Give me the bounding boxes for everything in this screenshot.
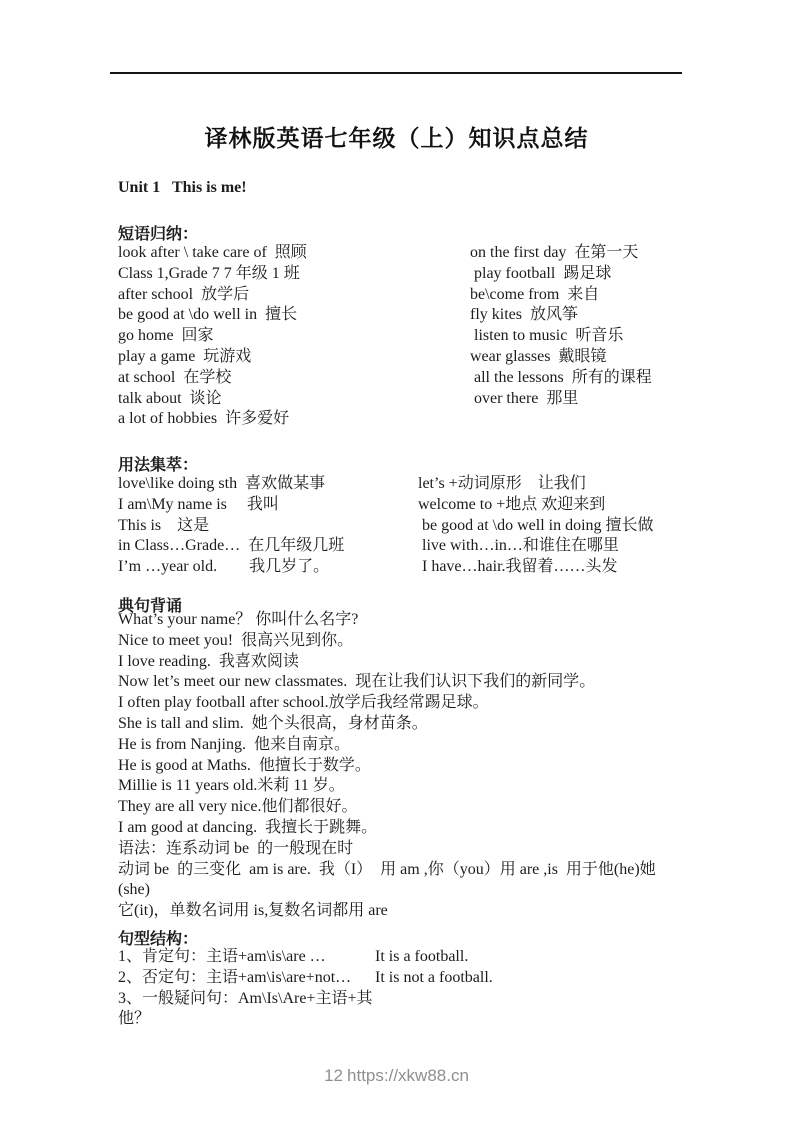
- patterns-list: [118, 947, 683, 1030]
- phrases-heading: 短语归纳：: [118, 226, 199, 243]
- usage-left: in Class…Grade… 在几年级几班: [118, 537, 345, 555]
- usage-left: I am\My name is 我叫: [118, 495, 279, 513]
- phrase-right: wear glasses 戴眼镜: [470, 347, 607, 365]
- sentence-line: I love reading. 我喜欢阅读: [118, 652, 299, 670]
- patterns-heading: 句型结构：: [118, 931, 199, 948]
- sentence-line: Nice to meet you! 很高兴见到你。: [118, 631, 354, 649]
- sentence-line: He is good at Maths. 他擅长于数学。: [118, 756, 371, 774]
- page-number: 12: [324, 1066, 344, 1085]
- phrase-right: be\come from 来自: [470, 285, 600, 303]
- usage-row: [118, 495, 683, 516]
- phrase-right: listen to music 听音乐: [470, 327, 624, 345]
- sentence-line: What’s your name？ 你叫什么名字?: [118, 611, 359, 628]
- usage-left: I’m …year old. 我几岁了。: [118, 558, 330, 576]
- document-title: 译林版英语七年级（上）知识点总结: [204, 126, 589, 151]
- phrase-row: [118, 243, 683, 264]
- phrases-list: [118, 243, 683, 430]
- usage-right: live with…in…和谁住在哪里: [418, 537, 619, 555]
- phrase-row: [118, 326, 683, 347]
- usage-row: [118, 557, 683, 578]
- sentence-line: I am good at dancing. 我擅长于跳舞。: [118, 818, 378, 836]
- sentence-line: Now let’s meet our new classmates. 现在让我们认识下我们的新同学。: [118, 673, 596, 691]
- sentences-list: [118, 610, 683, 922]
- pattern-row: [118, 968, 683, 989]
- phrase-left: be good at \do well in 擅长: [118, 306, 298, 324]
- phrase-row: [118, 409, 683, 430]
- usage-right: welcome to +地点 欢迎来到: [418, 495, 606, 513]
- sentence-line: I often play football after school.放学后我经常踢足球。: [118, 694, 489, 712]
- sentence-line: He is from Nanjing. 他来自南京。: [118, 735, 350, 753]
- usage-right: let’s +动词原形 让我们: [418, 475, 586, 492]
- sentence-line: She is tall and slim. 她个头很高，身材苗条。: [118, 714, 428, 732]
- usage-right: be good at \do well in doing 擅长做: [418, 516, 654, 534]
- sentence-line: Millie is 11 years old.米莉 11 岁。: [118, 777, 345, 795]
- phrase-left: talk about 谈论: [118, 389, 222, 407]
- phrase-row: [118, 389, 683, 410]
- usage-left: love\like doing sth 喜欢做某事: [118, 475, 326, 492]
- footer-url: https://xkw88.cn: [347, 1066, 469, 1085]
- pattern-left: 3、一般疑问句：Am\Is\Are+主语+其他？: [118, 989, 373, 1028]
- phrase-row: [118, 264, 683, 285]
- usage-right: I have…hair.我留着……头发: [418, 558, 618, 576]
- phrase-row: [118, 305, 683, 326]
- sentence-line: They are all very nice.他们都很好。: [118, 798, 358, 816]
- phrase-left: at school 在学校: [118, 368, 232, 386]
- phrase-left: look after \ take care of 照顾: [118, 244, 307, 261]
- pattern-row: [118, 947, 683, 968]
- pattern-left: 2、否定句：主语+am\is\are+not…: [118, 968, 352, 986]
- phrase-left: Class 1,Grade 7 7 年级 1 班: [118, 264, 300, 282]
- pattern-row: [118, 989, 683, 1031]
- usage-list: [118, 474, 683, 578]
- phrase-row: [118, 347, 683, 368]
- usage-row: [118, 516, 683, 537]
- usage-heading: 用法集萃：: [118, 457, 199, 474]
- phrase-row: [118, 285, 683, 306]
- header-rule: [110, 72, 682, 74]
- phrase-right: fly kites 放风筝: [470, 306, 578, 324]
- phrase-left: after school 放学后: [118, 285, 250, 303]
- usage-row: [118, 474, 683, 495]
- sentence-line: 动词 be 的三变化 am is are. 我（I） 用 am ,你（you）用 are ,is 用于他(he)她(she): [118, 860, 656, 899]
- sentences-heading: 典句背诵: [118, 598, 183, 615]
- unit-heading: Unit 1 This is me!: [118, 179, 247, 196]
- sentence-line: 语法：连系动词 be 的一般现在时: [118, 839, 354, 857]
- usage-row: [118, 536, 683, 557]
- phrase-left: go home 回家: [118, 327, 214, 345]
- sentence-line: 它(it)，单数名词用 is,复数名词都用 are: [118, 902, 388, 920]
- phrase-right: on the first day 在第一天: [470, 244, 639, 261]
- pattern-left: 1、肯定句：主语+am\is\are …: [118, 948, 326, 965]
- phrase-right: all the lessons 所有的课程: [470, 368, 652, 386]
- pattern-right: It is not a football.: [375, 968, 493, 986]
- pattern-right: It is a football.: [375, 948, 469, 965]
- phrase-right: over there 那里: [470, 389, 579, 407]
- usage-left: This is 这是: [118, 516, 210, 534]
- phrase-right: play football 踢足球: [470, 264, 612, 282]
- phrase-row: [118, 368, 683, 389]
- phrase-left: play a game 玩游戏: [118, 347, 252, 365]
- page-footer: [0, 1066, 793, 1086]
- phrase-left: a lot of hobbies 许多爱好: [118, 410, 290, 428]
